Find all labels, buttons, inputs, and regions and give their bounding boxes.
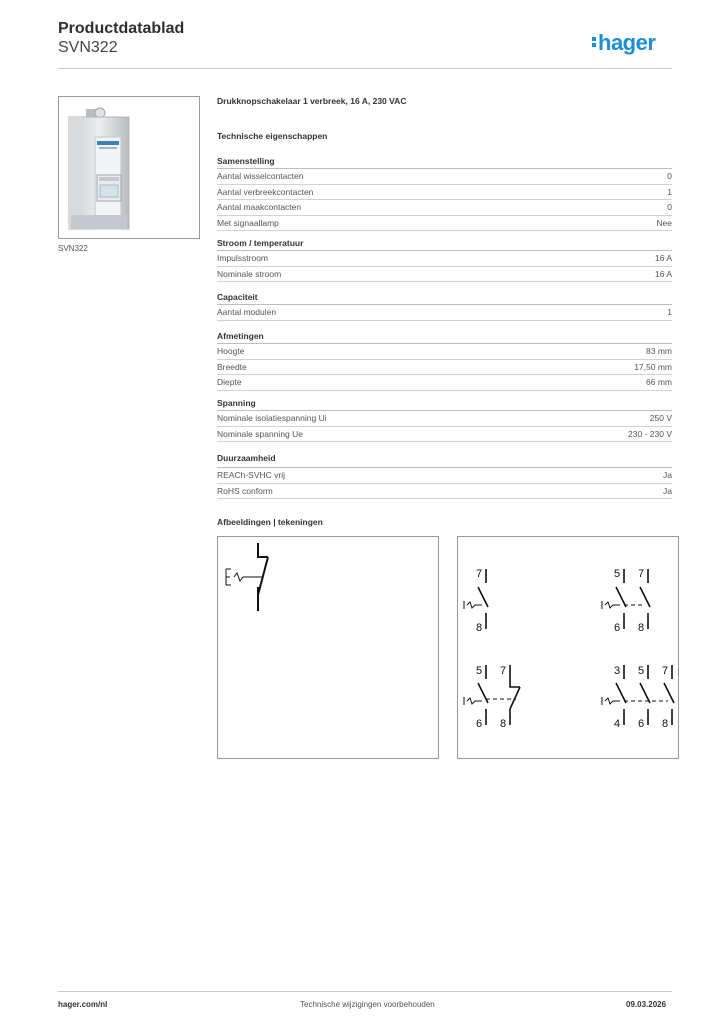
hager-logo[interactable]: [592, 30, 655, 56]
contact-configurations: [458, 537, 680, 760]
terminal-label: 7: [662, 665, 669, 677]
modular-switch-illustration: [59, 97, 201, 240]
product-image: [58, 96, 200, 239]
spec-value: Ja: [663, 470, 672, 480]
spec-value: Ja: [663, 485, 672, 496]
footer-disclaimer: Technische wijzigingen voorbehouden: [300, 1000, 435, 1009]
terminal-label: 5: [476, 665, 483, 677]
spec-label: Aantal maakcontacten: [217, 202, 302, 212]
spec-value: 0: [667, 171, 672, 181]
section-stroom-temperatuur: [217, 238, 672, 282]
spec-label: Hoogte: [217, 346, 245, 356]
terminal-label: 8: [662, 718, 669, 730]
spec-row: [217, 216, 672, 232]
spec-row: [217, 344, 672, 360]
spec-row: [217, 185, 672, 201]
spec-row: [217, 375, 672, 391]
terminal-label: 8: [476, 622, 483, 634]
spec-value: 83 mm: [646, 346, 672, 356]
section-title: Afmetingen: [217, 331, 672, 344]
section-title: Stroom / temperatuur: [217, 238, 672, 251]
terminal-label: 3: [614, 665, 621, 677]
drawings-heading: Afbeeldingen | tekeningen: [217, 517, 323, 527]
product-image-caption: SVN322: [58, 244, 88, 253]
footer-website-link[interactable]: hager.com/nl: [58, 1000, 108, 1009]
spec-row: [217, 468, 672, 484]
contact-configurations-drawing: [457, 536, 679, 759]
section-duurzaamheid: [217, 453, 672, 499]
spec-label: REACh-SVHC vrij: [217, 470, 286, 480]
terminal-label: 6: [476, 718, 483, 730]
spec-label: Nominale spanning Ue: [217, 428, 303, 439]
contact-symbol-drawing: [217, 536, 439, 759]
spec-label: Nominale isolatiespanning Ui: [217, 413, 327, 423]
spec-row: [217, 360, 672, 376]
spec-row: [217, 251, 672, 267]
section-title: Capaciteit: [217, 292, 672, 305]
footer-divider: [58, 991, 672, 992]
terminal-label: 5: [614, 568, 621, 580]
section-afmetingen: [217, 331, 672, 391]
spec-row: [217, 427, 672, 443]
terminal-label: 7: [638, 568, 645, 580]
spec-value: 16 A: [654, 253, 672, 263]
spec-value: 250 V: [649, 413, 672, 423]
section-title: Spanning: [217, 398, 672, 411]
spec-label: Aantal verbreekcontacten: [217, 186, 314, 197]
section-samenstelling: [217, 156, 672, 231]
spec-row: [217, 200, 672, 216]
section-spanning: [217, 398, 672, 442]
spec-row: [217, 267, 672, 283]
spec-row: [217, 169, 672, 185]
product-code: SVN322: [58, 39, 118, 56]
spec-label: Impulsstroom: [217, 253, 269, 263]
footer-date: 09.03.2026: [626, 1000, 667, 1009]
spec-value: 66 mm: [646, 377, 672, 387]
section-title: Duurzaamheid: [217, 453, 672, 468]
product-description: Drukknopschakelaar 1 verbreek, 16 A, 230 VAC: [217, 96, 407, 106]
spec-label: RoHS conform: [217, 485, 273, 496]
header-divider: [58, 68, 672, 69]
terminal-label: 7: [476, 568, 483, 580]
spec-value: 0: [667, 202, 672, 212]
logo-text: hager: [598, 30, 656, 55]
terminal-label: 6: [638, 718, 645, 730]
terminal-label: 4: [614, 718, 621, 730]
spec-row: [217, 484, 672, 500]
section-capaciteit: [217, 292, 672, 321]
spec-label: Aantal wisselcontacten: [217, 171, 304, 181]
spec-value: 16 A: [654, 268, 672, 279]
break-contact-symbol: [218, 537, 440, 760]
spec-value: Nee: [656, 217, 672, 228]
spec-row: [217, 305, 672, 321]
terminal-label: 6: [614, 622, 621, 634]
spec-value: 1: [667, 186, 672, 197]
spec-label: Met signaallamp: [217, 217, 279, 228]
spec-label: Breedte: [217, 361, 247, 372]
page-title: Productdatablad: [58, 20, 185, 37]
spec-label: Aantal modulen: [217, 307, 277, 317]
specs-heading: Technische eigenschappen: [217, 131, 328, 141]
spec-row: [217, 411, 672, 427]
terminal-label: 5: [638, 665, 645, 677]
logo-dots-icon: [592, 35, 597, 49]
terminal-label: 8: [638, 622, 645, 634]
spec-value: 1: [667, 307, 672, 317]
spec-value: 230 - 230 V: [628, 428, 672, 439]
spec-label: Nominale stroom: [217, 268, 282, 279]
terminal-label: 8: [500, 718, 507, 730]
spec-value: 17,50 mm: [634, 361, 672, 372]
section-title: Samenstelling: [217, 156, 672, 169]
terminal-label: 7: [500, 665, 507, 677]
spec-label: Diepte: [217, 377, 242, 387]
